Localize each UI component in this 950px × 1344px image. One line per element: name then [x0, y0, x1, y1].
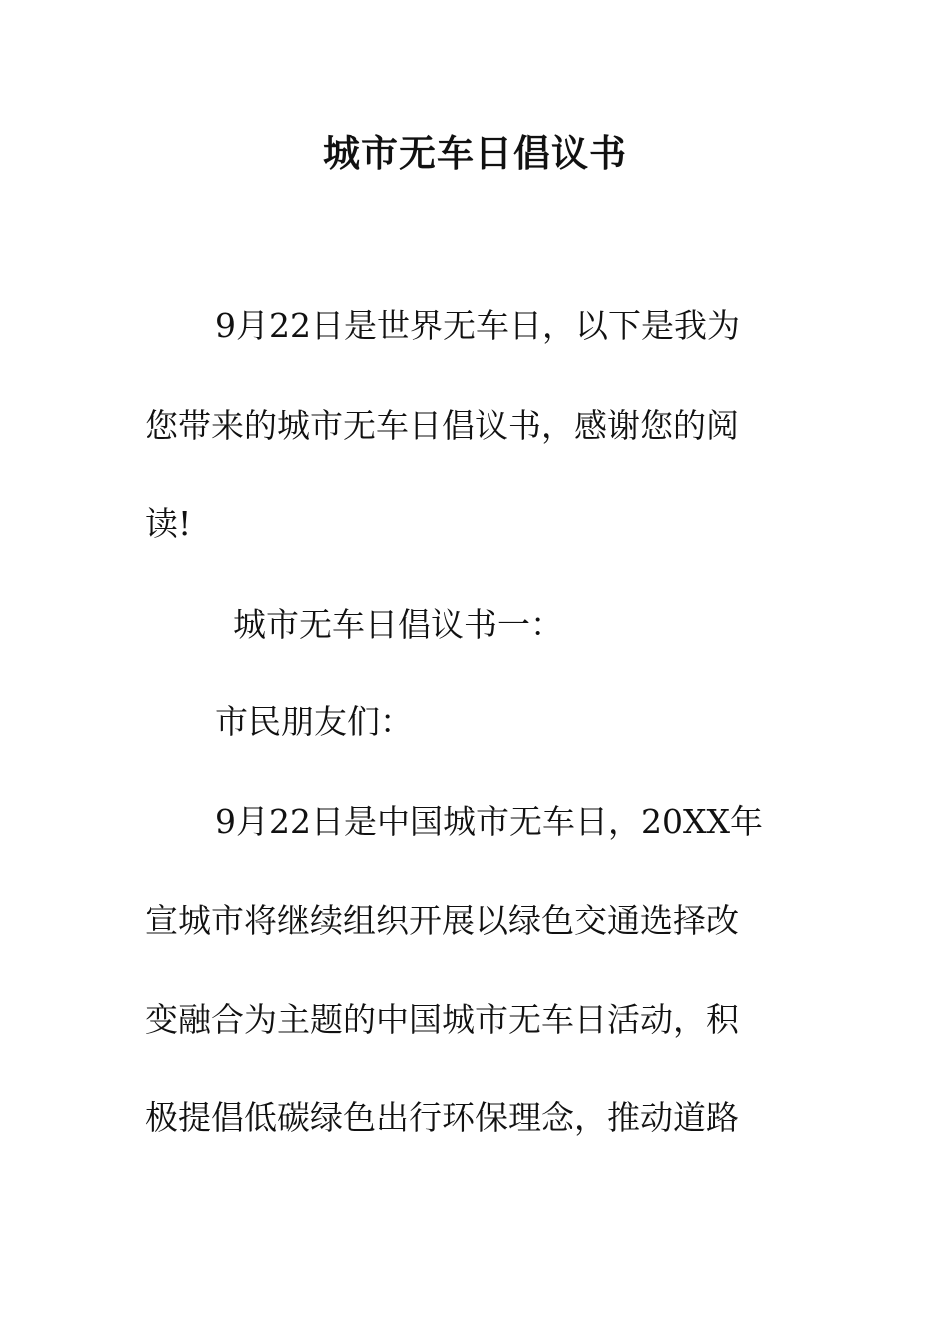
paragraph-line: 您带来的城市无车日倡议书，感谢您的阅	[145, 406, 739, 445]
paragraph-line: 极提倡低碳绿色出行环保理念，推动道路	[145, 1098, 739, 1137]
salutation: 市民朋友们：	[215, 702, 413, 741]
paragraph-line: 9月22日是世界无车日，以下是我为	[215, 306, 740, 345]
paragraph-line: 宣城市将继续组织开展以绿色交通选择改	[145, 901, 739, 940]
document-title: 城市无车日倡议书	[323, 132, 627, 175]
paragraph-line: 9月22日是中国城市无车日，20XX年	[215, 802, 763, 841]
paragraph-line: 读!	[145, 504, 192, 543]
section-heading: 城市无车日倡议书一：	[233, 605, 563, 644]
paragraph-line: 变融合为主题的中国城市无车日活动，积	[145, 1000, 739, 1039]
